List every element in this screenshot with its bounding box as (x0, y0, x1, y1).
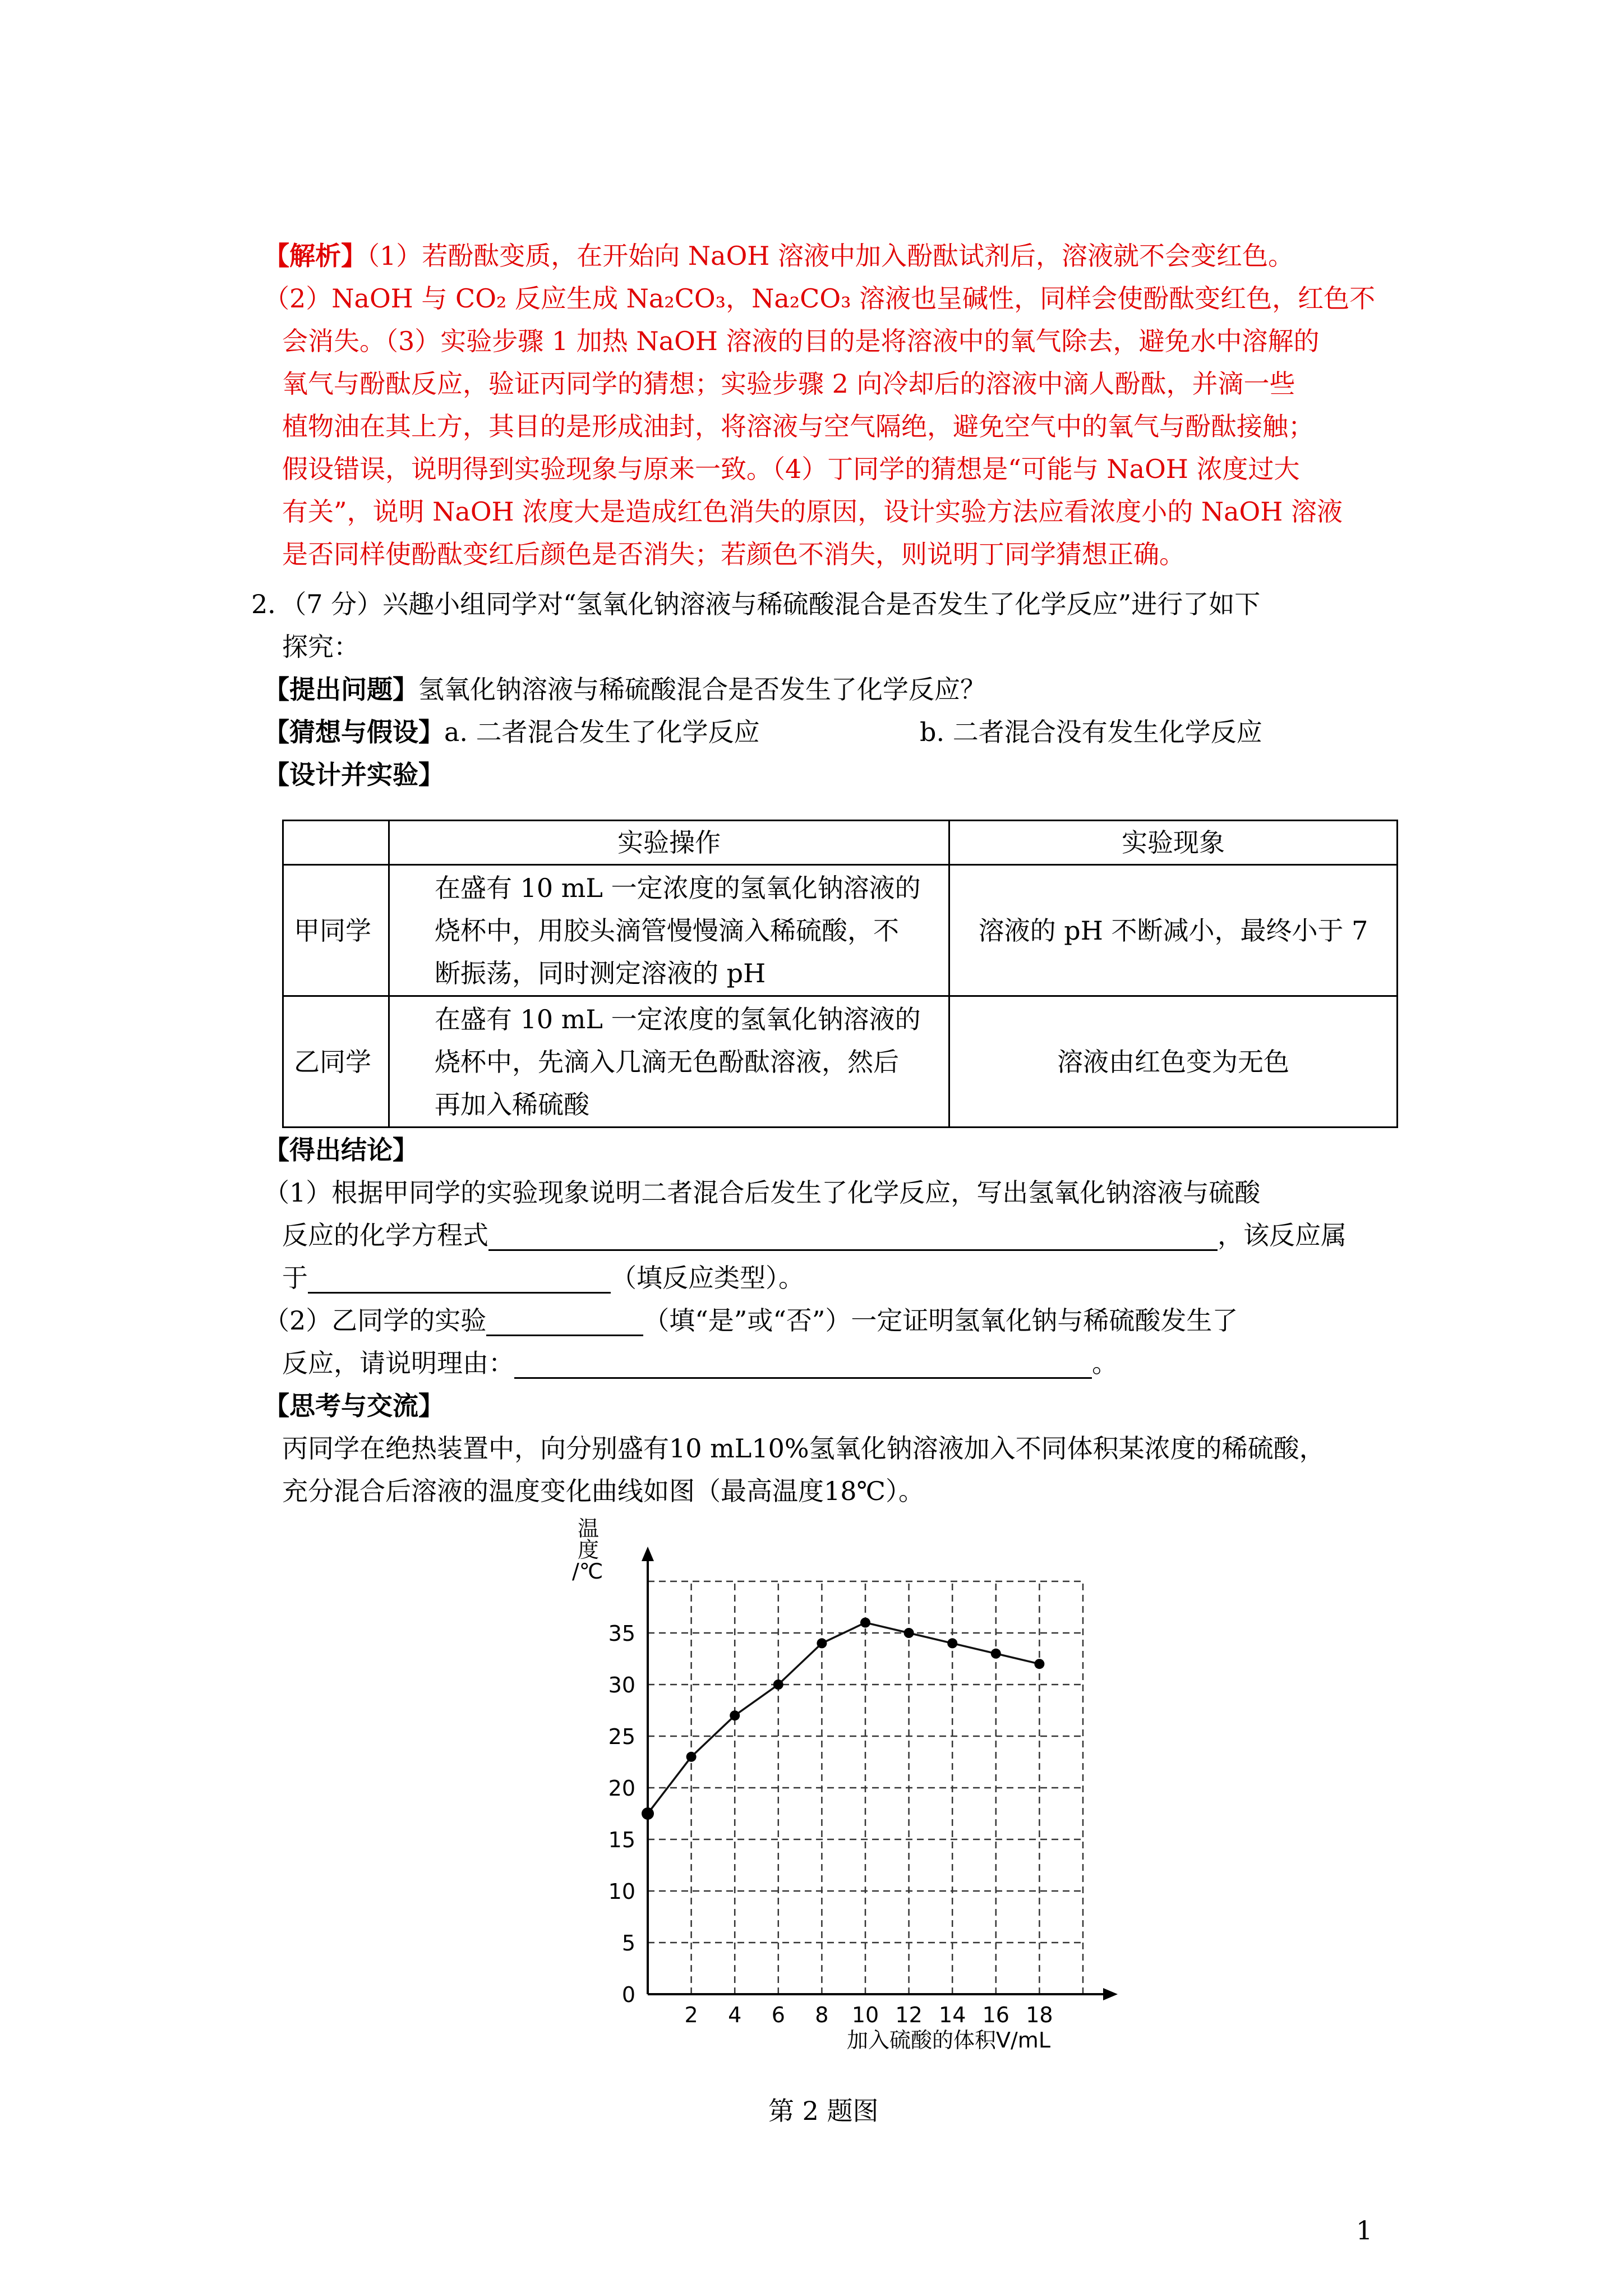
chart-series (642, 1618, 1044, 1820)
conclusion-1-line-2: 反应的化学方程式 ，该反应属 (282, 1220, 1347, 1250)
question-stem-line-2: 探究： (282, 632, 359, 662)
data-point (904, 1628, 914, 1638)
x-tick-label: 14 (939, 2003, 966, 2027)
conclusion-2-line-1: （2）乙同学的实验 （填“是”或“否”）一定证明氢氧化钠与稀硫酸发生了 (264, 1305, 1238, 1336)
page-number: 1 (1356, 2215, 1373, 2246)
y-axis-arrow (642, 1547, 654, 1561)
chart-axes (642, 1547, 1118, 2000)
y-tick-label: 10 (608, 1879, 635, 1904)
data-point (686, 1752, 697, 1762)
think-line-1: 丙同学在绝热装置中，向分别盛有10 mL10%氢氧化钠溶液加入不同体积某浓度的稀硫酸， (282, 1433, 1325, 1464)
x-axis-arrow (1103, 1988, 1118, 2000)
analysis-line-2: （2）NaOH 与 CO₂ 反应生成 Na₂CO₃，Na₂CO₃ 溶液也呈碱性，同样会使酚酞变红色，红色不 (264, 283, 1376, 314)
temperature-chart (561, 1515, 1122, 2076)
table-cell-result: 溶液的 pH 不断减小，最终小于 7 (949, 865, 1398, 996)
conclusion-tag: 【得出结论】 (264, 1135, 418, 1165)
table-header-cell: 实验操作 (389, 821, 949, 865)
chart-ticks (608, 1621, 1053, 2027)
analysis-line-4: 氧气与酚酞反应，验证丙同学的猜想；实验步骤 2 向冷却后的溶液中滴人酚酞，并滴一些 (282, 369, 1295, 399)
table-row (283, 865, 1398, 996)
y-tick-label: 35 (608, 1621, 635, 1646)
x-tick-label: 16 (982, 2003, 1009, 2027)
raise-question (264, 674, 986, 705)
analysis-tag: 【解析】 (264, 241, 367, 271)
chart-grid (648, 1581, 1083, 1994)
table-header-cell (283, 821, 389, 865)
equation-answer-blank[interactable] (488, 1225, 1218, 1251)
y-tick-label: 5 (621, 1931, 635, 1955)
hypothesis-b: b. 二者混合没有发生化学反应 (920, 717, 1262, 747)
series-line (648, 1623, 1039, 1814)
x-tick-label: 12 (895, 2003, 923, 2027)
analysis-line-1: 【解析】（1）若酚酞变质，在开始向 NaOH 溶液中加入酚酞试剂后，溶液就不会变红色。 (264, 241, 1294, 271)
experiment-table (282, 820, 1398, 1128)
x-tick-label: 18 (1026, 2003, 1053, 2027)
table-cell-operation: 在盛有 10 mL 一定浓度的氢氧化钠溶液的 烧杯中，用胶头滴管慢慢滴入稀硫酸，不 断振荡，同时测定溶液的 pH (389, 865, 949, 996)
table-header-cell: 实验现象 (949, 821, 1398, 865)
conclusion-1-line-1: （1）根据甲同学的实验现象说明二者混合后发生了化学反应，写出氢氧化钠溶液与硫酸 (264, 1177, 1261, 1208)
design-tag: 【设计并实验】 (264, 760, 444, 790)
data-point (642, 1807, 654, 1820)
data-point (817, 1638, 827, 1648)
think-line-2: 充分混合后溶液的温度变化曲线如图（最高温度18℃）。 (282, 1476, 924, 1506)
table-header-row (283, 821, 1398, 865)
data-point (947, 1638, 957, 1648)
x-tick-label: 2 (684, 2003, 698, 2027)
y-tick-label: 0 (621, 1982, 635, 2007)
x-tick-label: 6 (771, 2003, 785, 2027)
figure-caption: 第 2 题图 (768, 2096, 879, 2126)
data-point (860, 1618, 870, 1628)
analysis-line-6: 假设错误，说明得到实验现象与原来一致。（4）丁同学的猜想是“可能与 NaOH 浓度过大 (282, 454, 1300, 484)
question-stem-line-1: 2．（7 分）兴趣小组同学对“氢氧化钠溶液与稀硫酸混合是否发生了化学反应”进行了如下 (251, 589, 1261, 619)
analysis-line-3: 会消失。（3）实验步骤 1 加热 NaOH 溶液的目的是将溶液中的氧气除去，避免水中溶解的 (282, 326, 1320, 356)
y-axis-label-char-1: 温 (578, 1516, 600, 1541)
x-tick-label: 4 (728, 2003, 742, 2027)
y-tick-label: 20 (608, 1776, 635, 1801)
table-row (283, 996, 1398, 1128)
y-tick-label: 15 (608, 1828, 635, 1852)
x-axis-label: 加入硫酸的体积V/mL (847, 2028, 1050, 2053)
raise-tag: 【提出问题】 (264, 674, 418, 705)
conclusion-2-line-2: 反应，请说明理由： 。 (282, 1348, 1118, 1378)
y-tick-label: 25 (608, 1724, 635, 1749)
raise-text: 氢氧化钠溶液与稀硫酸混合是否发生了化学反应？ (418, 674, 986, 705)
table-cell-who: 乙同学 (283, 996, 389, 1128)
x-tick-label: 8 (815, 2003, 829, 2027)
analysis-line-5: 植物油在其上方，其目的是形成油封，将溶液与空气隔绝，避免空气中的氧气与酚酞接触； (282, 411, 1314, 441)
hypothesis-tag: 【猜想与假设】 (264, 717, 444, 747)
table-cell-who: 甲同学 (283, 865, 389, 996)
hypothesis-a: a. 二者混合发生了化学反应 (444, 717, 760, 747)
data-point (991, 1649, 1001, 1659)
data-point (1034, 1659, 1044, 1669)
reason-blank[interactable] (514, 1352, 1092, 1379)
y-axis-unit: /℃ (572, 1559, 603, 1584)
x-tick-label: 10 (851, 2003, 879, 2027)
reaction-type-blank[interactable] (308, 1267, 611, 1294)
y-tick-label: 30 (608, 1673, 635, 1697)
table-cell-operation: 在盛有 10 mL 一定浓度的氢氧化钠溶液的 烧杯中，先滴入几滴无色酚酞溶液，然后 再加入稀硫酸 (389, 996, 949, 1128)
analysis-line-8: 是否同样使酚酞变红后颜色是否消失；若颜色不消失，则说明丁同学猜想正确。 (282, 539, 1185, 569)
think-tag: 【思考与交流】 (264, 1391, 444, 1421)
yes-no-blank[interactable] (486, 1310, 643, 1336)
hypothesis (264, 716, 760, 748)
conclusion-1-line-3: 于 （填反应类型）。 (282, 1263, 804, 1293)
data-point (730, 1710, 740, 1720)
table-cell-result: 溶液由红色变为无色 (949, 996, 1398, 1128)
analysis-line-7: 有关”，说明 NaOH 浓度大是造成红色消失的原因，设计实验方法应看浓度小的 NaOH 溶液 (282, 496, 1343, 527)
data-point (773, 1680, 783, 1690)
y-axis-label-char-2: 度 (578, 1538, 600, 1562)
